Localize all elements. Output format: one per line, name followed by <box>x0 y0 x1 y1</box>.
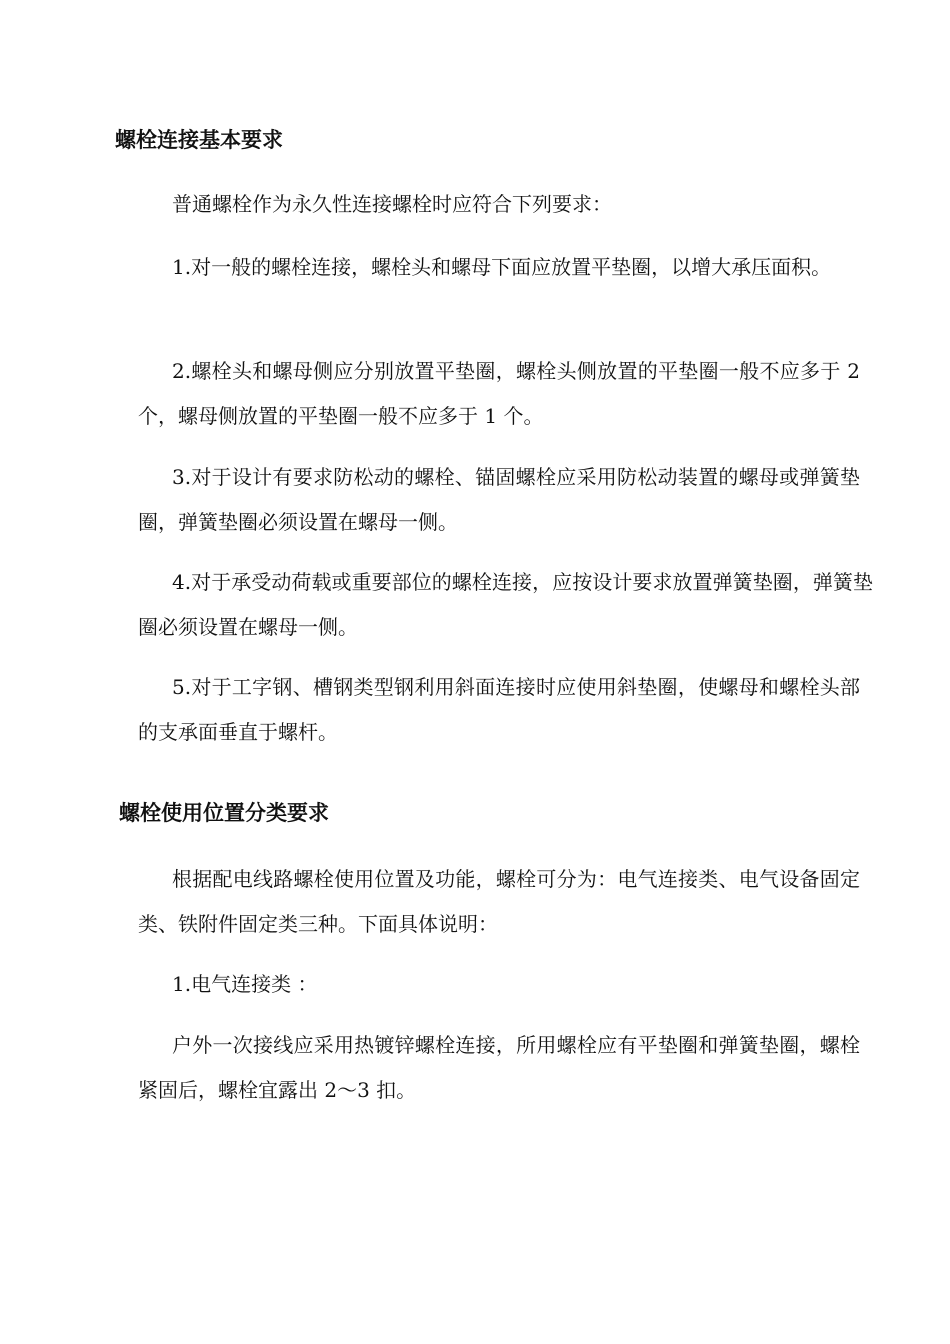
requirement-item-2: 2.螺栓头和螺母侧应分别放置平垫圈，螺栓头侧放置的平垫圈一般不应多于 2 个，螺母侧放置的平垫圈一般不应多于 1 个。 <box>138 359 860 428</box>
requirement-item-5: 5.对于工字钢、槽钢类型钢利用斜面连接时应使用斜垫圈，使螺母和螺栓头部的支承面垂直于螺杆。 <box>138 675 860 744</box>
section-heading-bolt-connection-requirements: 螺栓连接基本要求 <box>115 128 283 152</box>
requirement-item-4: 4.对于承受动荷载或重要部位的螺栓连接，应按设计要求放置弹簧垫圈，弹簧垫圈必须设置在螺母一侧。 <box>138 570 873 639</box>
subsection-body-electrical-connection: 户外一次接线应采用热镀锌螺栓连接，所用螺栓应有平垫圈和弹簧垫圈，螺栓紧固后，螺栓宜露出 2～3 扣。 <box>138 1033 860 1102</box>
requirement-item-3: 3.对于设计有要求防松动的螺栓、锚固螺栓应采用防松动装置的螺母或弹簧垫圈，弹簧垫圈必须设置在螺母一侧。 <box>138 465 860 534</box>
subsection-title-electrical-connection: 1.电气连接类 ： <box>172 972 318 996</box>
classification-intro-paragraph: 根据配电线路螺栓使用位置及功能，螺栓可分为：电气连接类、电气设备固定类、铁附件固定类三种。下面具体说明： <box>138 867 860 936</box>
section-heading-bolt-position-classification: 螺栓使用位置分类要求 <box>119 801 329 825</box>
section-intro-paragraph: 普通螺栓作为永久性连接螺栓时应符合下列要求： <box>172 192 612 216</box>
requirement-item-1: 1.对一般的螺栓连接，螺栓头和螺母下面应放置平垫圈，以增大承压面积。 <box>172 255 832 279</box>
